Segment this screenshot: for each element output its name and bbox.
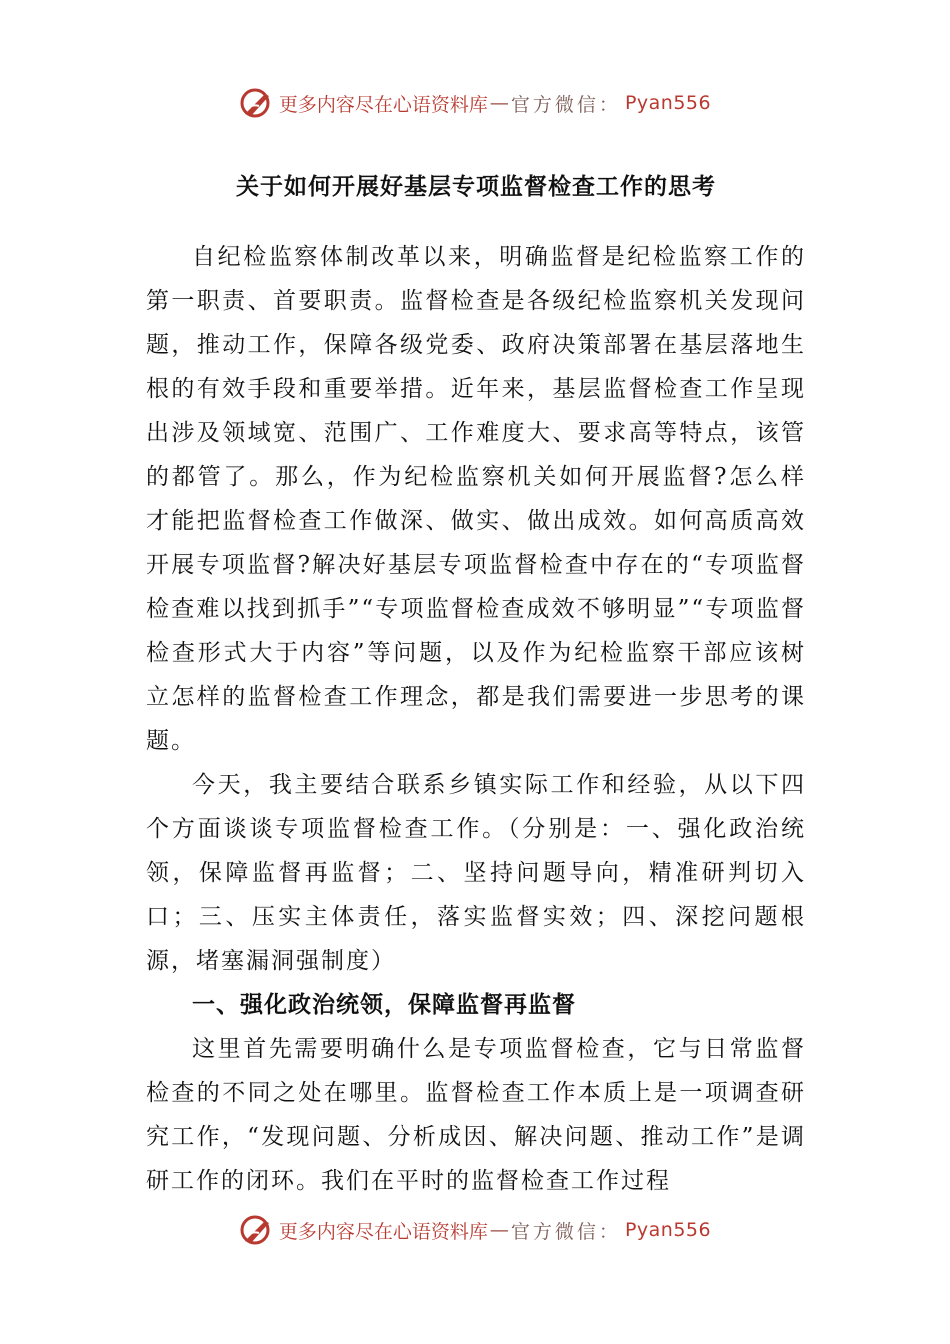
pen-circle-logo-icon [239,1213,273,1247]
paragraph-3: 这里首先需要明确什么是专项监督检查，它与日常监督检查的不同之处在哪里。监督检查工作本质上是一项调查研究工作，“发现问题、分析成因、解决问题、推动工作”是调研工作的闭环。我们在平时的监督检查工作过程 [146,1036,806,1194]
banner-text: 更多内容尽在心语资料库 [278,1220,488,1243]
footer-banner [0,1210,950,1250]
paragraph-2: 今天，我主要结合联系乡镇实际工作和经验，从以下四个方面谈谈专项监督检查工作。（分别是：一、强化政治统领，保障监督再监督；二、坚持问题导向，精准研判切入口；三、压实主体责任，落实监督实效；四、深挖问题根源，堵塞漏洞强制度） [146,772,806,974]
banner-wechat-id: Pyan556 [624,92,712,114]
section-heading-1: 一、强化政治统领，保障监督再监督 [192,991,576,1018]
banner-wechat-label: 官方微信： [510,93,621,116]
pen-circle-logo-icon [239,86,273,120]
banner-wechat-id: Pyan556 [624,1219,712,1241]
document-title: 关于如何开展好基层专项监督检查工作的思考 [236,173,716,200]
header-banner [0,83,950,123]
banner-dash: — [489,1219,509,1241]
banner-wechat-label: 官方微信： [510,1220,621,1243]
banner-text: 更多内容尽在心语资料库 [278,93,488,116]
document-body [146,165,806,1203]
banner-dash: — [489,92,509,114]
paragraph-1: 自纪检监察体制改革以来，明确监督是纪检监察工作的第一职责、首要职责。监督检查是各级纪检监察机关发现问题，推动工作，保障各级党委、政府决策部署在基层落地生根的有效手段和重要举措。近年来，基层监督检查工作呈现出涉及领域宽、范围广、工作难度大、要求高等特点，该管的都管了。那么，作为纪检监察机关如何开展监督?怎么样才能把监督检查工作做深、做实、做出成效。如何高质高效开展专项监督?解决好基层专项监督检查中存在的“专项监督检查难以找到抓手”“专项监督检查成效不够明显”“专项监督检查形式大于内容”等问题，以及作为纪检监察干部应该树立怎样的监督检查工作理念，都是我们需要进一步思考的课题。 [146,244,806,754]
